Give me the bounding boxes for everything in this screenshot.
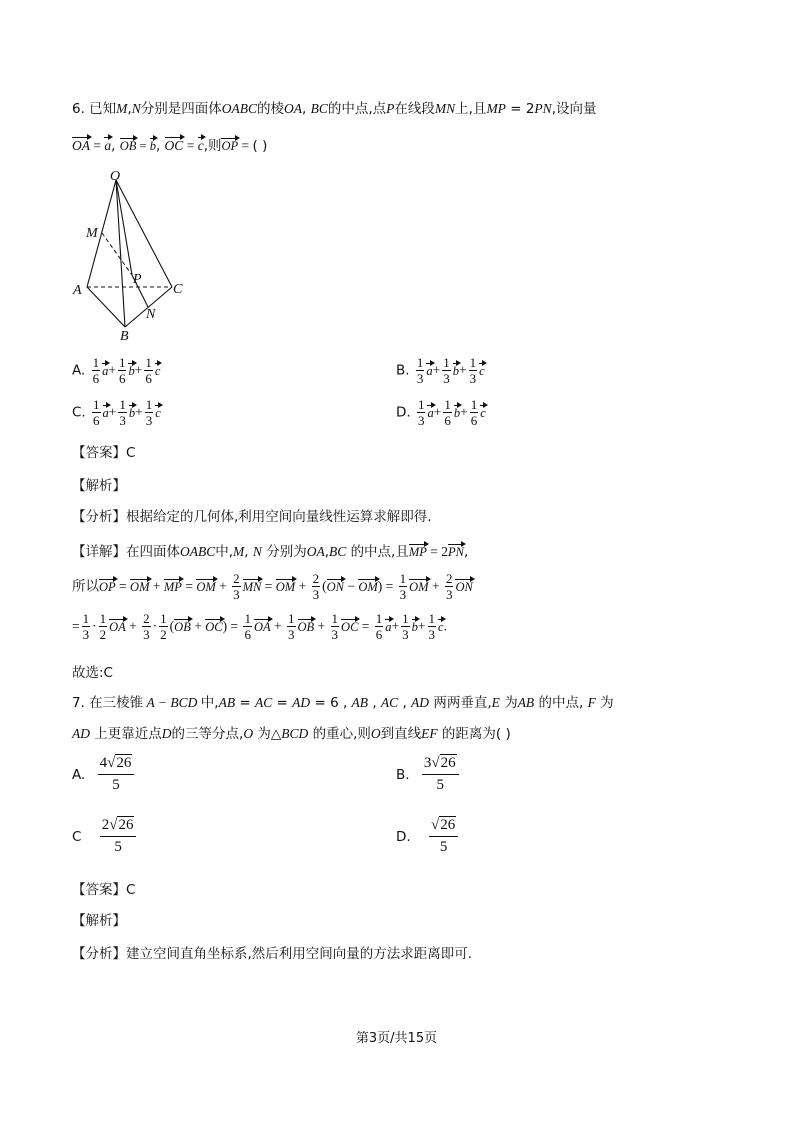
q7-jiexi-label: 【解析】: [72, 913, 126, 929]
q6-derivation-2: = $\frac{1}{3}$ · $\frac{1}{2}$ OA + $\frac{2}{3}$ · $\frac{1}{2}$ (OB + OC) = $\frac{1}{6}$ OA + $\frac{1}{3}$ OB + $\frac{1}{3}$ OC = $\frac{1}{6}$ a+ $\frac{1}{3}$ b+ $\frac{1}{3}$ c.: [72, 611, 447, 642]
q7-option-c: C $\frac{2√26}{5}$: [72, 818, 136, 856]
q7-line2: AD 上更靠近点D的三等分点,O 为△BCD 的重心,则O到直线EF 的距离为( ): [72, 726, 511, 742]
label-P: P: [133, 272, 142, 287]
tetrahedron-figure: [70, 165, 195, 345]
segment-MP-dashed: [102, 233, 132, 275]
q6-guxuan: 故选:C: [72, 665, 113, 681]
q6-option-c: C. $\frac{1}{6}$ a+ $\frac{1}{3}$ b+ $\frac{1}{3}$ c: [72, 397, 161, 428]
q6-derivation-1: 所以OP = OM + MP = OM + $\frac{2}{3}$ MN = OM + $\frac{2}{3}$ (ON − OM) = $\frac{1}{3}$ OM + $\frac{2}{3}$ ON: [72, 571, 473, 602]
q6-option-d: D. $\frac{1}{3}$ a+ $\frac{1}{6}$ b+ $\frac{1}{6}$ c: [396, 397, 486, 428]
label-M: M: [86, 226, 98, 241]
q7-line1: 7. 在三棱锥 A − BCD 中,AB = AC = AD = 6 , AB , AC , AD 两两垂直,E 为AB 的中点, F 为: [72, 695, 614, 711]
edge-OC: [116, 180, 172, 287]
q6-jiexi-label: 【解析】: [72, 478, 126, 494]
q6-line1: 6. 已知M,N分别是四面体OABC的棱OA, BC的中点,点P在线段MN上,且MP = 2PN,设向量: [72, 101, 597, 117]
label-B: B: [120, 329, 129, 344]
q6-xiangjie: 【详解】在四面体OABC中,M, N 分别为OA,BC 的中点,且MP = 2PN,: [72, 544, 469, 560]
q7-option-d: D. $\frac{√26}{5}$: [396, 818, 458, 856]
q7-option-b: B. $\frac{3√26}{5}$: [396, 756, 459, 794]
q6-answer: 【答案】C: [72, 445, 136, 461]
q6-option-b: B. $\frac{1}{3}$ a+ $\frac{1}{3}$ b+ $\frac{1}{3}$ c: [396, 355, 485, 386]
label-C: C: [173, 282, 183, 297]
q6-fenxi: 【分析】根据给定的几何体,利用空间向量线性运算求解即得.: [72, 509, 432, 525]
label-A: A: [73, 283, 82, 298]
q7-fenxi: 【分析】建立空间直角坐标系,然后利用空间向量的方法求距离即可.: [72, 946, 473, 962]
label-N: N: [146, 307, 156, 322]
page-footer: 第3页/共15页: [355, 1031, 438, 1046]
label-O: O: [110, 169, 121, 184]
edge-OB: [116, 180, 125, 327]
q7-answer: 【答案】C: [72, 882, 136, 898]
q7-option-a: A. $\frac{4√26}{5}$: [72, 756, 134, 794]
q6-line2: OA = a, OB = b, OC = c,则OP = ( ): [72, 138, 268, 154]
q6-option-a: A. $\frac{1}{6}$ a+ $\frac{1}{6}$ b+ $\frac{1}{6}$ c: [72, 355, 161, 386]
edge-AB: [87, 287, 125, 327]
